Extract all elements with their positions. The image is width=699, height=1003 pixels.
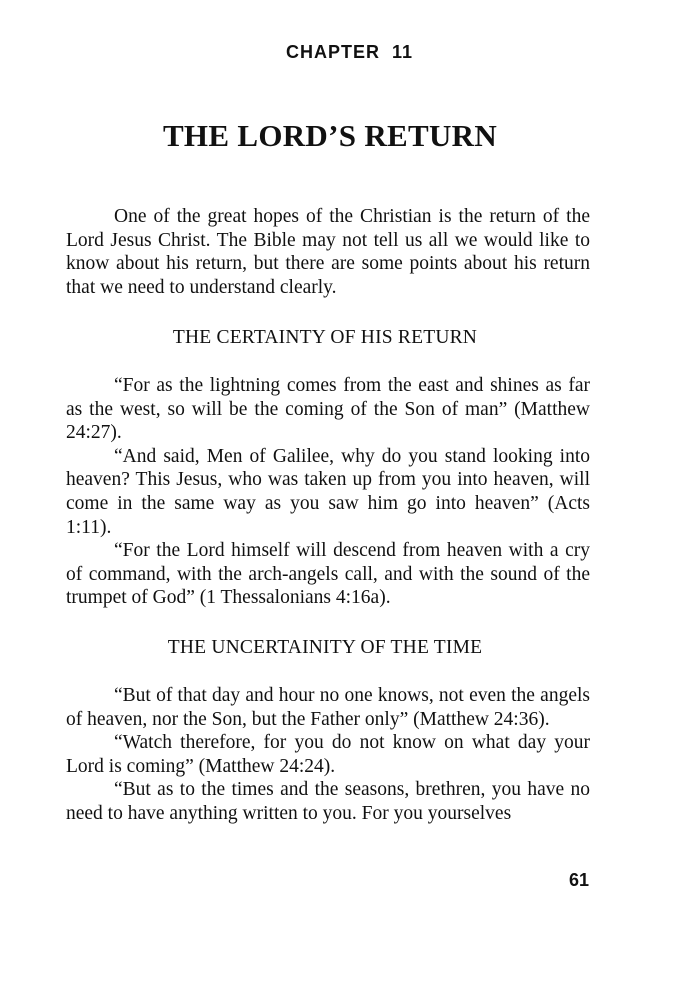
quote-paragraph: “But as to the times and the seasons, brethren, you have no need to have anything written to you. For you yourselves [66, 779, 590, 824]
quote-paragraph: “For as the lightning comes from the east and shines as far as the west, so will be the coming of the Son of man” (Matthew 24:27). [66, 375, 590, 444]
quote-paragraph: “But of that day and hour no one knows, not even the angels of heaven, nor the Son, but the Father only” (Matthew 24:36). [66, 685, 590, 730]
chapter-label: CHAPTER 11 [285, 42, 414, 62]
chapter-title: THE LORD’S RETURN [162, 118, 498, 153]
intro-block [66, 205, 590, 299]
quote-paragraph: “For the Lord himself will descend from heaven with a cry of command, with the arch-angels call, and with the sound of the trumpet of God” (1 Thessalonians 4:16a). [66, 540, 590, 609]
section-body-uncertainty [66, 684, 590, 826]
section-body-certainty [66, 374, 590, 610]
page-number: 61 [568, 870, 589, 890]
quote-paragraph: “Watch therefore, for you do not know on what day your Lord is coming” (Matthew 24:24). [66, 732, 590, 777]
quote-paragraph: “And said, Men of Galilee, why do you stand looking into heaven? This Jesus, who was taken up from you into heaven, will come in the same way as you saw him go into heaven” (Acts 1:11). [66, 445, 590, 538]
intro-paragraph: One of the great hopes of the Christian is the return of the Lord Jesus Christ. The Bible may not tell us all we would like to know about his return, but there are some points about his return that we need to understand clearly. [66, 206, 590, 298]
section-heading-certainty: THE CERTAINTY OF HIS RETURN [172, 327, 478, 348]
section-heading-uncertainty: THE UNCERTAINITY OF THE TIME [167, 637, 483, 658]
